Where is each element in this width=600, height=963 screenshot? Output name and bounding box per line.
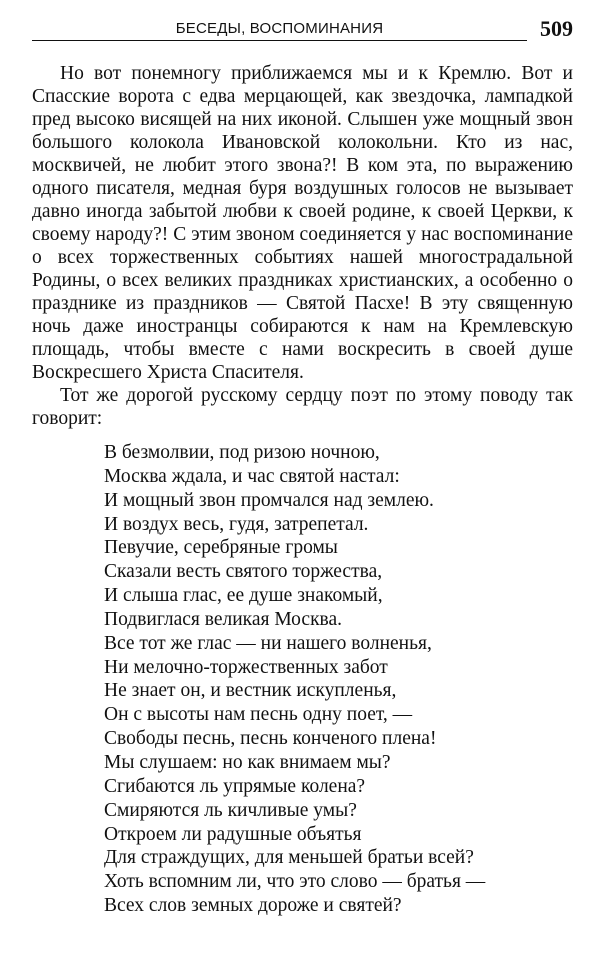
poem-line: Все тот же глас — ни нашего волненья, bbox=[104, 632, 432, 654]
poem-line: Москва ждала, и час святой настал: bbox=[104, 465, 400, 487]
poem bbox=[104, 441, 564, 918]
poem-line: И воздух весь, гудя, затрепетал. bbox=[104, 513, 369, 535]
paragraph-kremlin: Но вот понемногу приближаемся мы и к Кремлю. Вот и Спасские ворота с едва мерцающей, как звездочка, лампадкой пред высоко висящей на них иконой. Слышен уже мощный звон большого колокола Ивановской колокольни. Кто из нас, москвичей, не любит этого звона?! В ком эта, по выражению одного писателя, медная буря воздушных голосов не вызывает давно иногда забытой любви к своей родине, к своей Церкви, к своему народу?! С этим звоном соединяется у нас воспоминание о всех торжественных событиях нашей многострадальной Родины, о всех великих праздниках христианских, а особенно о празднике из праздников — Святой Пасхе! В эту священную ночь даже иностранцы собираются к нам на Кремлевскую площадь, чтобы вместе с нами воскресить в своей душе Воскресшего Христа Спасителя. bbox=[32, 63, 573, 383]
running-title: БЕСЕДЫ, ВОСПОМИНАНИЯ bbox=[175, 20, 384, 37]
poem-line: Певучие, серебряные громы bbox=[104, 537, 338, 559]
header-rule bbox=[32, 40, 527, 41]
poem-line: И мощный звон промчался над землею. bbox=[104, 489, 434, 511]
poem-line: Сгибаются ль упрямые колена? bbox=[104, 775, 366, 797]
poem-line: Ни мелочно-торжественных забот bbox=[104, 656, 388, 678]
body-text bbox=[32, 62, 573, 430]
poem-line: Откроем ли радушные объятья bbox=[104, 823, 362, 845]
poem-line: Хоть вспомним ли, что это слово — братья — bbox=[104, 871, 486, 893]
running-head bbox=[32, 16, 573, 46]
page-number: 509 bbox=[540, 16, 573, 41]
poem-line: Он с высоты нам песнь одну поет, — bbox=[104, 704, 413, 726]
poem-line: Для страждущих, для меньшей братьи всей? bbox=[104, 847, 474, 869]
poem-line: Свободы песнь, песнь конченого плена! bbox=[104, 728, 437, 750]
poem-line: И слыша глас, ее душе знакомый, bbox=[104, 585, 383, 607]
paragraph-poet-intro: Тот же дорогой русскому сердцу поэт по этому поводу так говорит: bbox=[32, 385, 573, 429]
poem-line: В безмолвии, под ризою ночною, bbox=[104, 442, 380, 463]
poem-line: Подвиглася великая Москва. bbox=[104, 608, 343, 630]
poem-line: Мы слушаем: но как внимаем мы? bbox=[104, 751, 391, 773]
poem-line: Смиряются ль кичливые умы? bbox=[104, 799, 357, 821]
poem-line: Всех слов земных дороже и святей? bbox=[104, 895, 402, 917]
poem-line: Сказали весть святого торжества, bbox=[104, 561, 383, 583]
poem-line: Не знает он, и вестник искупленья, bbox=[104, 680, 397, 702]
